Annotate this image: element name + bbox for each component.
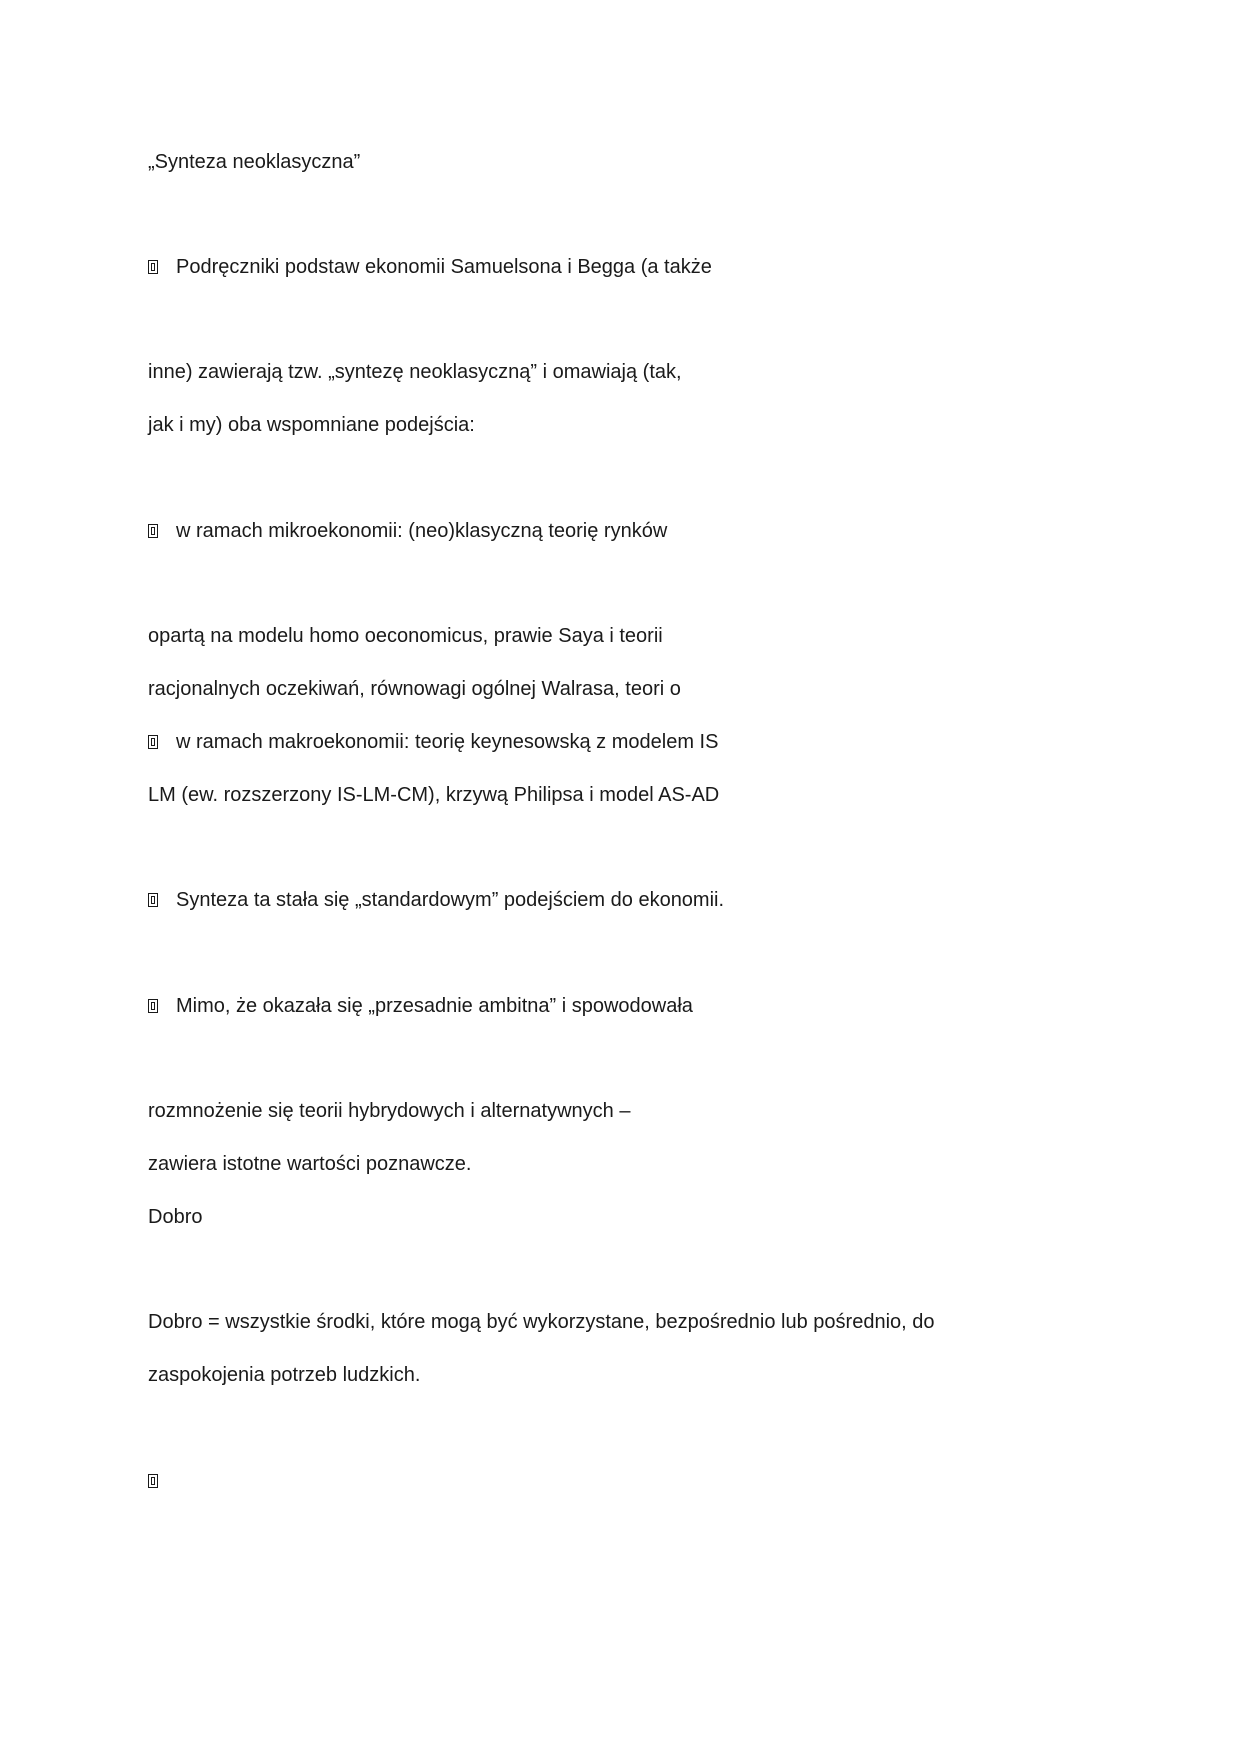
text-line: rozmnożenie się teorii hybrydowych i alternatywnych – — [148, 1100, 631, 1122]
text-line: zawiera istotne wartości poznawcze. — [148, 1153, 472, 1175]
missing-glyph-box-icon — [148, 260, 158, 274]
missing-glyph-box-icon — [148, 999, 158, 1013]
bullet-line: w ramach mikroekonomii: (neo)klasyczną teorię rynków — [148, 517, 667, 545]
missing-glyph-box-icon — [148, 524, 158, 538]
text-line: inne) zawierają tzw. „syntezę neoklasyczną” i omawiają (tak, — [148, 361, 682, 383]
missing-glyph-box-icon — [148, 1474, 158, 1488]
text-line: racjonalnych oczekiwań, równowagi ogólnej Walrasa, teori o — [148, 678, 681, 700]
text-line: LM (ew. rozszerzony IS-LM-CM), krzywą Philipsa i model AS-AD — [148, 784, 720, 806]
text-line: Dobro = wszystkie środki, które mogą być wykorzystane, bezpośrednio lub pośrednio, do — [148, 1311, 935, 1333]
bullet-line — [148, 1467, 176, 1495]
text-line: jak i my) oba wspomniane podejścia: — [148, 414, 475, 436]
missing-glyph-box-icon — [148, 735, 158, 749]
text-line: zaspokojenia potrzeb ludzkich. — [148, 1364, 421, 1386]
bullet-line: Mimo, że okazała się „przesadnie ambitna” i spowodowała — [148, 992, 693, 1020]
text-line: opartą na modelu homo oeconomicus, prawie Saya i teorii — [148, 625, 663, 647]
bullet-line: Synteza ta stała się „standardowym” podejściem do ekonomii. — [148, 886, 724, 914]
section-heading: Dobro — [148, 1206, 203, 1228]
bullet-line: Podręczniki podstaw ekonomii Samuelsona i Begga (a także — [148, 253, 712, 281]
document-title: „Synteza neoklasyczna” — [148, 151, 361, 173]
bullet-line: w ramach makroekonomii: teorię keynesowską z modelem IS — [148, 728, 718, 756]
missing-glyph-box-icon — [148, 893, 158, 907]
